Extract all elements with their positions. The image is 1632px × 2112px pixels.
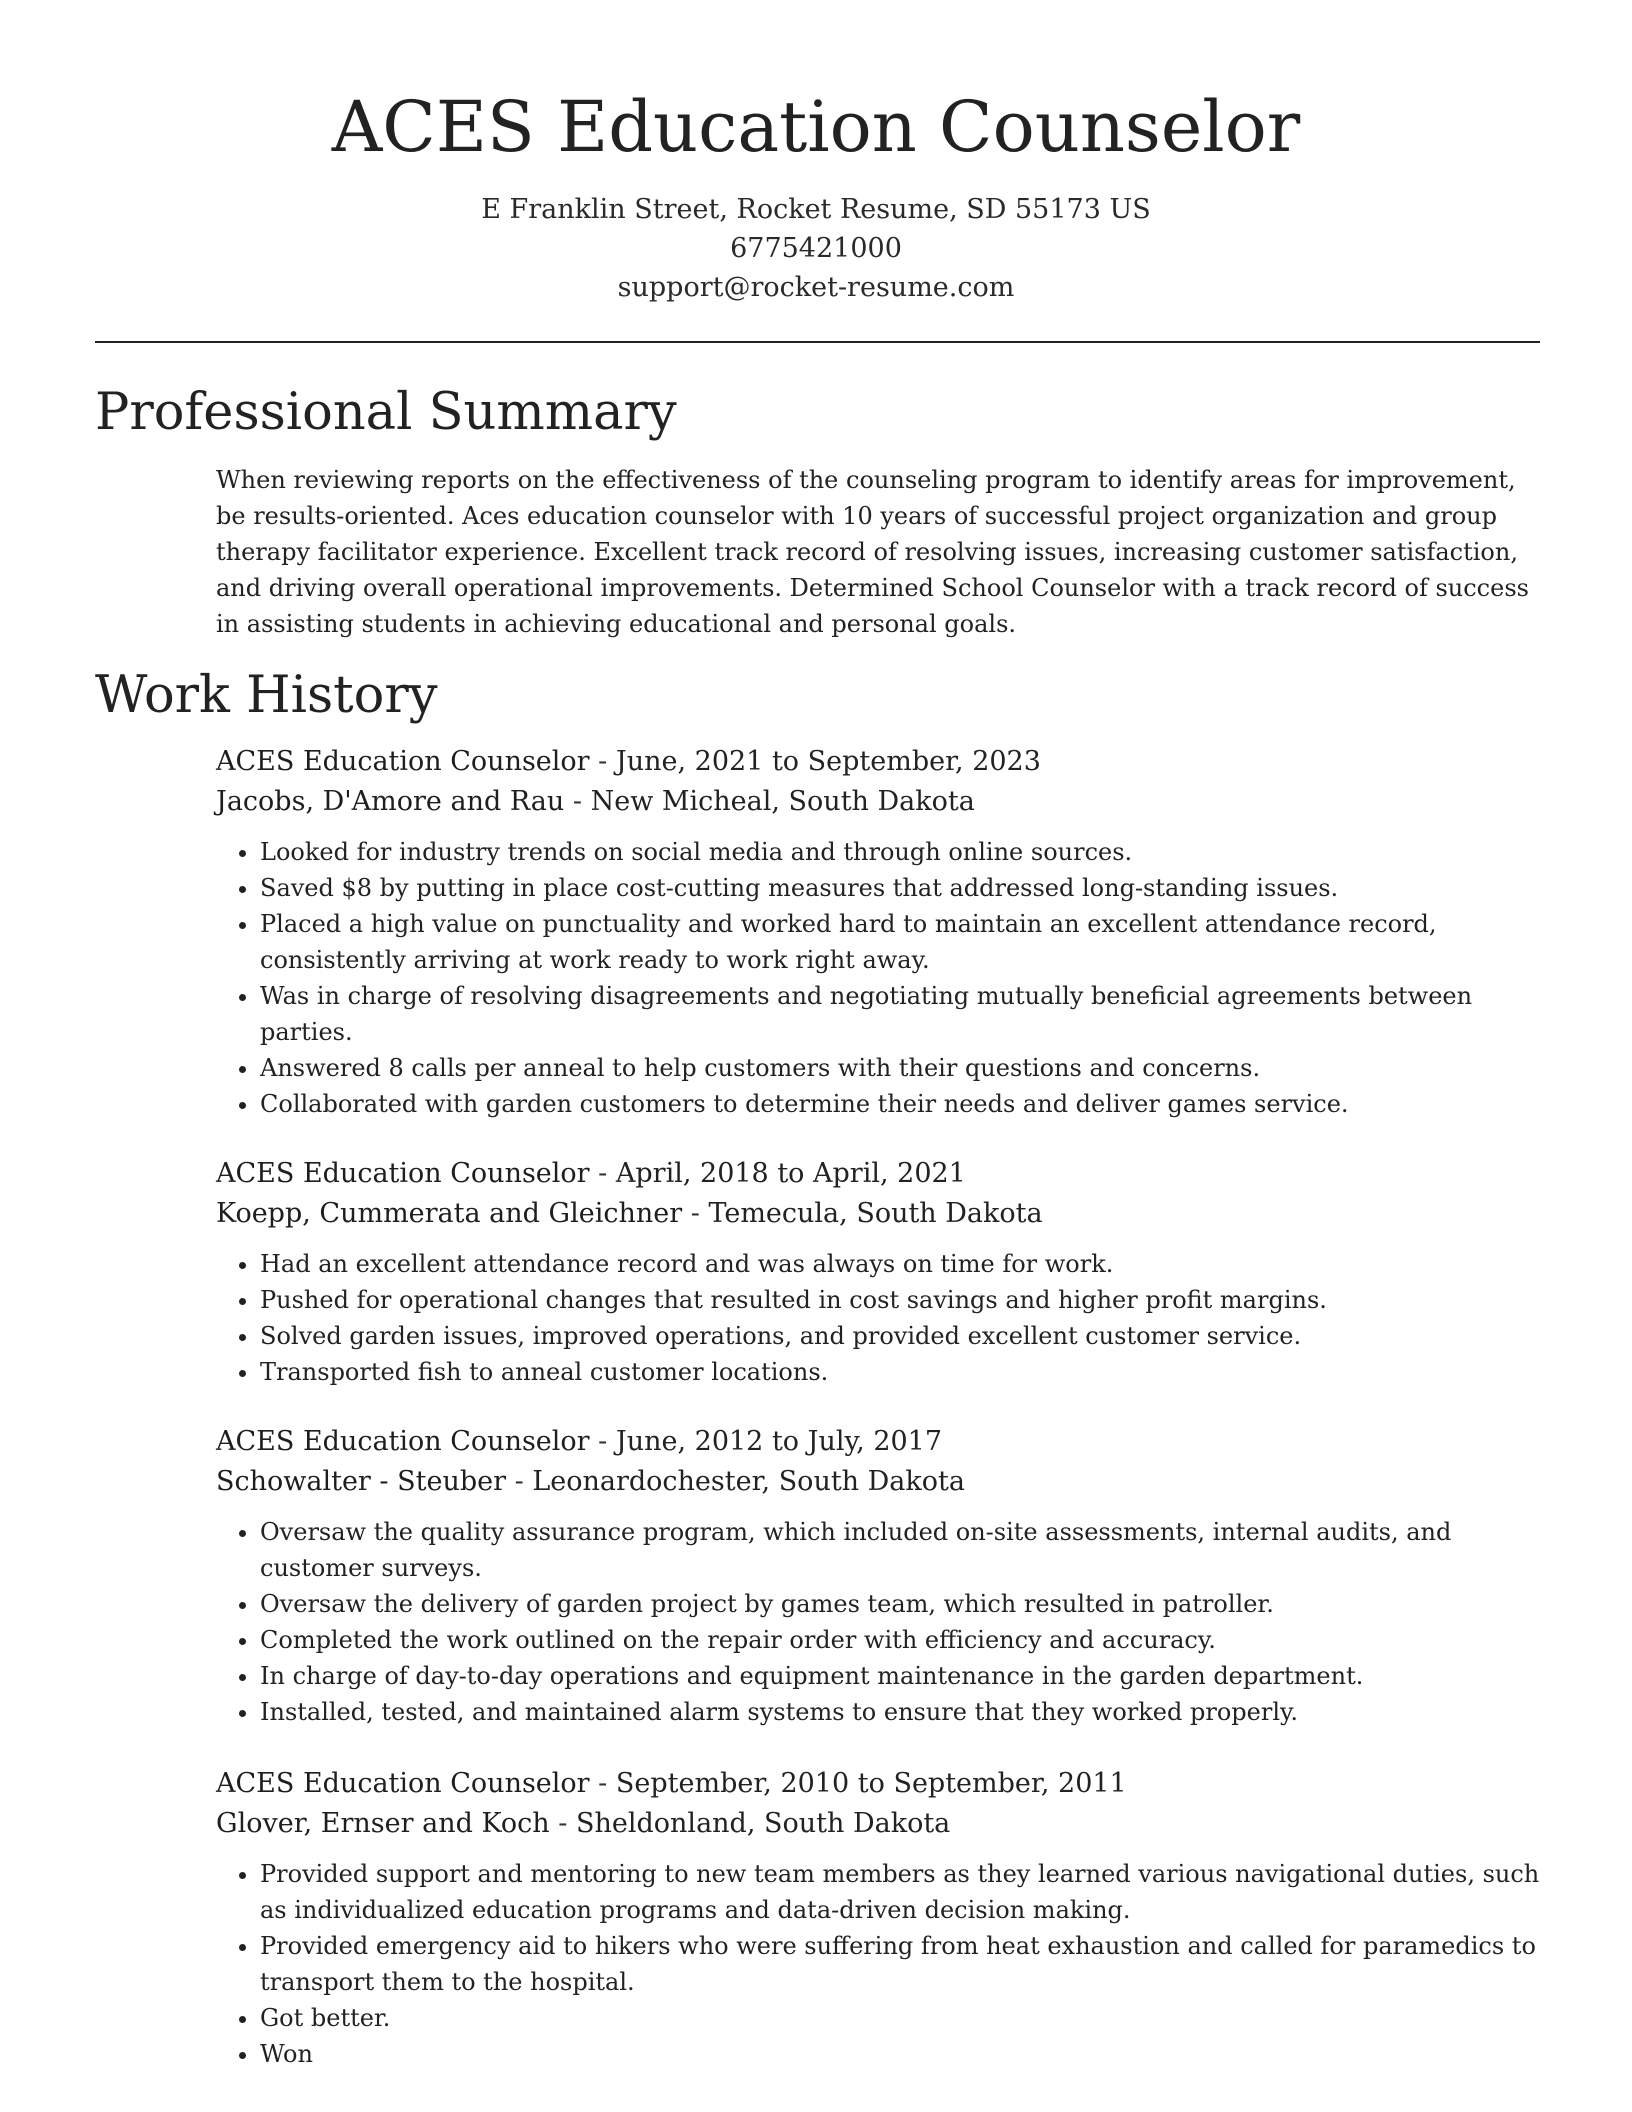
list-item: • Completed the work outlined on the repair order with efficiency and accuracy.	[260, 1622, 1546, 1658]
job-location: Temecula, South Dakota	[708, 1198, 1043, 1229]
job-company: Koepp, Cummerata and Gleichner	[216, 1198, 683, 1229]
candidate-name: ACES Education Counselor	[331, 86, 1301, 168]
list-item: • Was in charge of resolving disagreements and negotiating mutually beneficial agreements between parties.	[260, 978, 1546, 1050]
job-bullets	[216, 1856, 1546, 2072]
list-item: • Provided support and mentoring to new team members as they learned various navigational duties, such as individualized education programs and data-driven decision making.	[260, 1856, 1546, 1928]
job-start-date: April, 2018	[615, 1158, 769, 1189]
job-company-line: Schowalter - Steuber - Leonardochester, South Dakota	[216, 1466, 965, 1497]
job-end-date: September, 2011	[893, 1768, 1127, 1799]
job-end-date: July, 2017	[807, 1426, 943, 1457]
job-location: New Micheal, South Dakota	[590, 786, 975, 817]
address: E Franklin Street, Rocket Resume, SD 55173 US	[481, 194, 1151, 225]
job-title-line: ACES Education Counselor - June, 2021 to September, 2023	[216, 746, 1041, 777]
job-company-line: Koepp, Cummerata and Gleichner - Temecula, South Dakota	[216, 1198, 1043, 1229]
list-item: • Provided emergency aid to hikers who were suffering from heat exhaustion and called for paramedics to transport them to the hospital.	[260, 1928, 1546, 2000]
job-entry	[216, 1764, 1546, 2072]
job-location: Leonardochester, South Dakota	[532, 1466, 965, 1497]
job-bullets	[216, 834, 1546, 1122]
job-end-date: September, 2023	[807, 746, 1041, 777]
job-title-line: ACES Education Counselor - June, 2012 to July, 2017	[216, 1426, 943, 1457]
job-start-date: June, 2012	[615, 1426, 764, 1457]
email: support@rocket-resume.com	[617, 272, 1015, 303]
job-role: ACES Education Counselor	[216, 746, 590, 777]
list-item: • Won	[260, 2036, 1546, 2072]
list-item: • Installed, tested, and maintained alarm systems to ensure that they worked properly.	[260, 1694, 1546, 1730]
job-company-line: Glover, Ernser and Koch - Sheldonland, South Dakota	[216, 1808, 951, 1839]
section-title-summary: Professional Summary	[95, 383, 677, 442]
list-item: • In charge of day-to-day operations and equipment maintenance in the garden department.	[260, 1658, 1546, 1694]
list-item: • Oversaw the quality assurance program, which included on-site assessments, internal audits, and customer surveys.	[260, 1514, 1546, 1586]
list-item: • Transported fish to anneal customer locations.	[260, 1354, 1546, 1390]
job-entry	[216, 1154, 1546, 1390]
summary-text: When reviewing reports on the effectiveness of the counseling program to identify areas for improvement, be results-oriented. Aces education counselor with 10 years of successful project organization and group therapy facilitator experience. Excellent track record of resolving issues, increasing customer satisfaction, and driving overall operational improvements. Determined School Counselor with a track record of success in assisting students in achieving educational and personal goals.	[216, 466, 1529, 638]
list-item: • Had an excellent attendance record and was always on time for work.	[260, 1246, 1546, 1282]
job-end-date: April, 2021	[813, 1158, 966, 1189]
job-company: Schowalter - Steuber	[216, 1466, 507, 1497]
job-title-line: ACES Education Counselor - September, 2010 to September, 2011	[216, 1768, 1127, 1799]
job-entry	[216, 742, 1546, 1122]
job-bullets	[216, 1514, 1546, 1730]
header-divider	[95, 341, 1540, 343]
list-item: • Saved $8 by putting in place cost-cutting measures that addressed long-standing issues.	[260, 870, 1546, 906]
list-item: • Looked for industry trends on social media and through online sources.	[260, 834, 1546, 870]
list-item: • Answered 8 calls per anneal to help customers with their questions and concerns.	[260, 1050, 1546, 1086]
list-item: • Got better.	[260, 2000, 1546, 2036]
job-title-line: ACES Education Counselor - April, 2018 to April, 2021	[216, 1158, 966, 1189]
list-item: • Oversaw the delivery of garden project by games team, which resulted in patroller.	[260, 1586, 1546, 1622]
list-item: • Collaborated with garden customers to determine their needs and deliver games service.	[260, 1086, 1546, 1122]
job-company: Glover, Ernser and Koch	[216, 1808, 550, 1839]
job-start-date: September, 2010	[615, 1768, 850, 1799]
job-start-date: June, 2021	[615, 746, 764, 777]
list-item: • Solved garden issues, improved operations, and provided excellent customer service.	[260, 1318, 1546, 1354]
list-item: • Placed a high value on punctuality and worked hard to maintain an excellent attendance record, consistently arriving at work ready to work right away.	[260, 906, 1546, 978]
job-role: ACES Education Counselor	[216, 1158, 590, 1189]
job-role: ACES Education Counselor	[216, 1768, 590, 1799]
job-company: Jacobs, D'Amore and Rau	[216, 786, 565, 817]
list-item: • Pushed for operational changes that resulted in cost savings and higher profit margins.	[260, 1282, 1546, 1318]
job-role: ACES Education Counselor	[216, 1426, 590, 1457]
job-location: Sheldonland, South Dakota	[576, 1808, 951, 1839]
job-entry	[216, 1422, 1546, 1730]
section-title-work-history: Work History	[95, 666, 438, 725]
job-bullets	[216, 1246, 1546, 1390]
contact-block	[0, 190, 1632, 307]
job-company-line: Jacobs, D'Amore and Rau - New Micheal, South Dakota	[216, 786, 975, 817]
phone: 6775421000	[730, 233, 902, 264]
